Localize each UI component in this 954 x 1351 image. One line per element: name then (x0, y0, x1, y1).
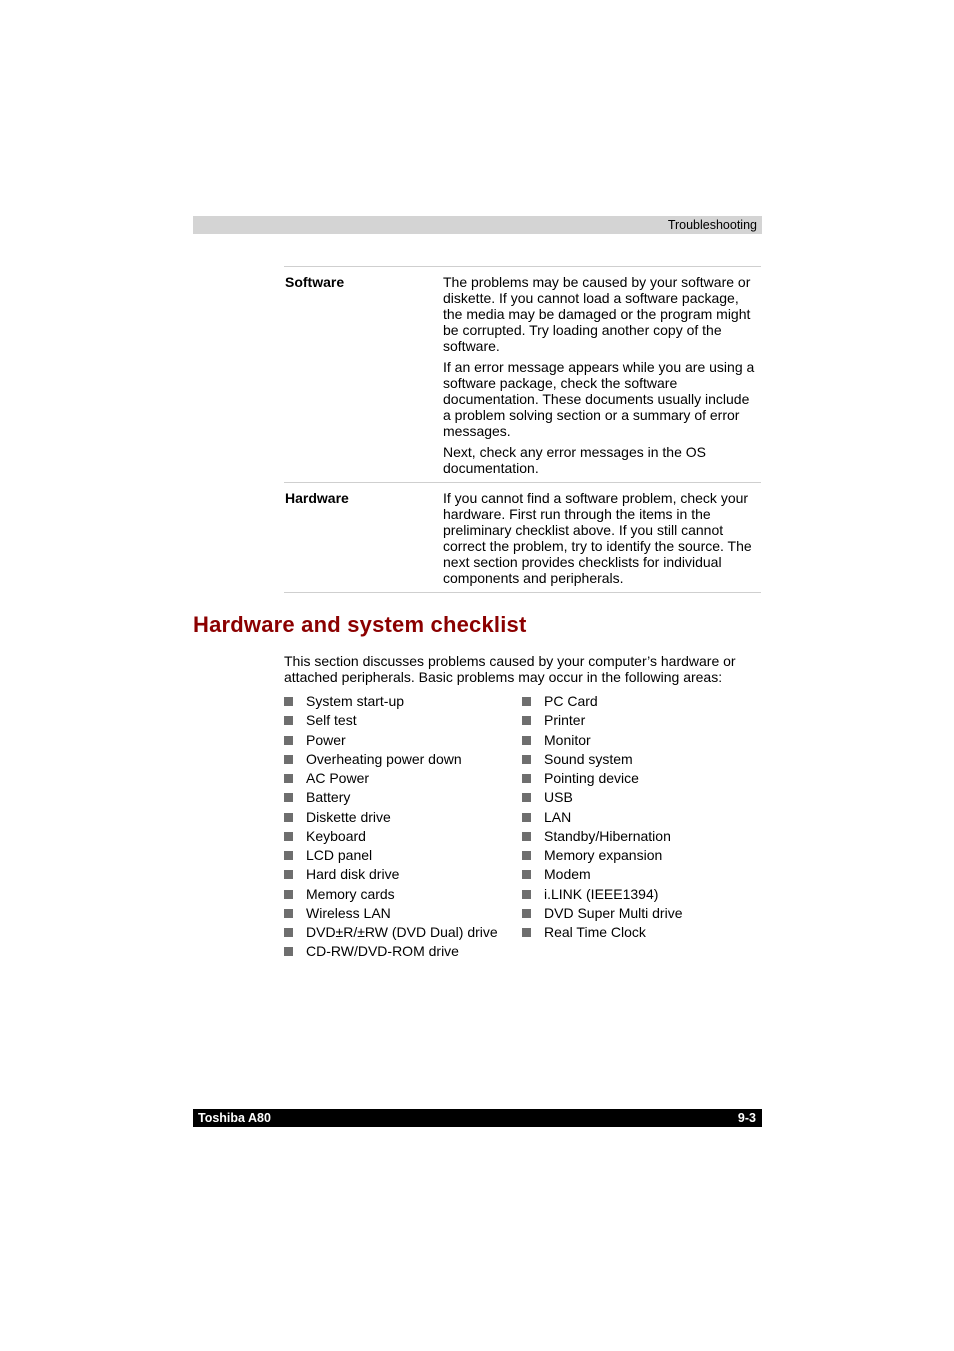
row-paragraph: If you cannot find a software problem, check your hardware. First run through the items in the preliminary checklist above. If you still cannot correct the problem, try to identify the source. The next section provides checklists for individual components and peripherals. (443, 490, 752, 586)
checklist-item (284, 769, 498, 788)
checklist-item-label: Hard disk drive (306, 866, 400, 883)
row-label: Hardware (285, 490, 349, 506)
square-bullet-icon (284, 813, 293, 822)
checklist-item (522, 904, 683, 923)
square-bullet-icon (522, 755, 531, 764)
checklist-item (522, 788, 683, 807)
table-row-hardware (284, 483, 761, 593)
square-bullet-icon (522, 774, 531, 783)
checklist-right-column (522, 692, 683, 942)
checklist-item-label: AC Power (306, 770, 370, 786)
row-paragraph: Next, check any error messages in the OS documentation. (443, 444, 706, 476)
checklist-item (522, 923, 683, 942)
checklist-item-label: LAN (544, 808, 572, 825)
checklist-item (522, 885, 683, 904)
checklist-item-label: Standby/Hibernation (544, 827, 671, 844)
square-bullet-icon (284, 736, 293, 745)
row-paragraph: The problems may be caused by your software or diskette. If you cannot load a software package, the media may be damaged or the program might be corrupted. Try loading another copy of the software. (443, 274, 751, 354)
square-bullet-icon (522, 697, 531, 706)
checklist-item (284, 808, 498, 827)
square-bullet-icon (522, 909, 531, 918)
checklist-item (522, 769, 683, 788)
square-bullet-icon (522, 928, 531, 937)
checklist-item (522, 865, 683, 884)
checklist-item-label: Real Time Clock (544, 924, 646, 940)
checklist-item-label: Pointing device (544, 770, 639, 786)
checklist-item (284, 904, 498, 923)
square-bullet-icon (522, 870, 531, 879)
square-bullet-icon (522, 736, 531, 745)
checklist-item-label: Diskette drive (306, 808, 391, 825)
checklist-item (522, 846, 683, 865)
checklist-item-label: System start-up (306, 693, 405, 709)
checklist-item-label: Monitor (544, 731, 591, 748)
row-content (443, 490, 761, 586)
square-bullet-icon (522, 832, 531, 841)
row-label: Software (285, 274, 345, 290)
checklist-item (284, 692, 498, 711)
square-bullet-icon (522, 716, 531, 725)
section-intro: This section discusses problems caused by your computer’s hardware or attached peripherals. Basic problems may occur in the following areas: (284, 653, 736, 685)
checklist-item (284, 827, 498, 846)
checklist-item (522, 808, 683, 827)
checklist-item-label: Keyboard (306, 827, 366, 844)
section-title: Hardware and system checklist (193, 612, 527, 637)
footer-page-number: 9-3 (737, 1111, 756, 1125)
square-bullet-icon (284, 832, 293, 841)
checklist-item-label: PC Card (544, 693, 598, 709)
square-bullet-icon (284, 890, 293, 899)
checklist-item-label: USB (544, 789, 573, 806)
checklist-item (284, 846, 498, 865)
running-header-section: Troubleshooting (667, 218, 757, 232)
table-row-software (284, 267, 761, 483)
checklist-item-label: Memory expansion (544, 847, 663, 863)
checklist-item-label: Self test (306, 712, 357, 729)
checklist-item (284, 711, 498, 730)
square-bullet-icon (284, 851, 293, 860)
checklist-item (284, 923, 498, 942)
square-bullet-icon (284, 716, 293, 725)
checklist-item-label: DVD Super Multi drive (544, 904, 683, 921)
square-bullet-icon (522, 890, 531, 899)
checklist-item-label: Battery (306, 789, 351, 806)
checklist-item (284, 942, 498, 961)
checklist-item-label: CD-RW/DVD-ROM drive (306, 943, 459, 960)
square-bullet-icon (284, 947, 293, 956)
square-bullet-icon (284, 697, 293, 706)
running-header-bar (193, 216, 762, 234)
checklist-item (284, 885, 498, 904)
square-bullet-icon (522, 793, 531, 802)
checklist-item-label: Power (306, 731, 346, 748)
checklist-item (522, 750, 683, 769)
checklist-item-label: Modem (544, 866, 591, 883)
square-bullet-icon (284, 793, 293, 802)
row-content (443, 274, 761, 476)
checklist-item (522, 827, 683, 846)
checklist-item (522, 711, 683, 730)
checklist-item-label: Sound system (544, 750, 633, 767)
row-paragraph: If an error message appears while you are using a software package, check the software documentation. These documents usually include a problem solving section or a summary of error messages. (443, 359, 755, 439)
checklist-item-label: Overheating power down (306, 750, 462, 767)
checklist-item (522, 731, 683, 750)
checklist-item (284, 865, 498, 884)
checklist-left-column (284, 692, 498, 962)
square-bullet-icon (284, 909, 293, 918)
footer-product-name: Toshiba A80 (198, 1111, 271, 1125)
checklist-item-label: DVD±R/±RW (DVD Dual) drive (306, 924, 498, 940)
square-bullet-icon (284, 928, 293, 937)
checklist-item-label: Wireless LAN (306, 904, 391, 921)
square-bullet-icon (284, 870, 293, 879)
problem-source-table (284, 266, 761, 593)
checklist-item-label: i.LINK (IEEE1394) (544, 885, 659, 902)
checklist-item (284, 750, 498, 769)
square-bullet-icon (284, 774, 293, 783)
checklist-item (284, 731, 498, 750)
checklist-item-label: Memory cards (306, 885, 395, 902)
checklist-item (284, 788, 498, 807)
checklist-item (522, 692, 683, 711)
square-bullet-icon (284, 755, 293, 764)
checklist-item-label: Printer (544, 712, 586, 729)
checklist-item-label: LCD panel (306, 847, 373, 863)
running-footer-bar (193, 1109, 762, 1127)
square-bullet-icon (522, 851, 531, 860)
square-bullet-icon (522, 813, 531, 822)
